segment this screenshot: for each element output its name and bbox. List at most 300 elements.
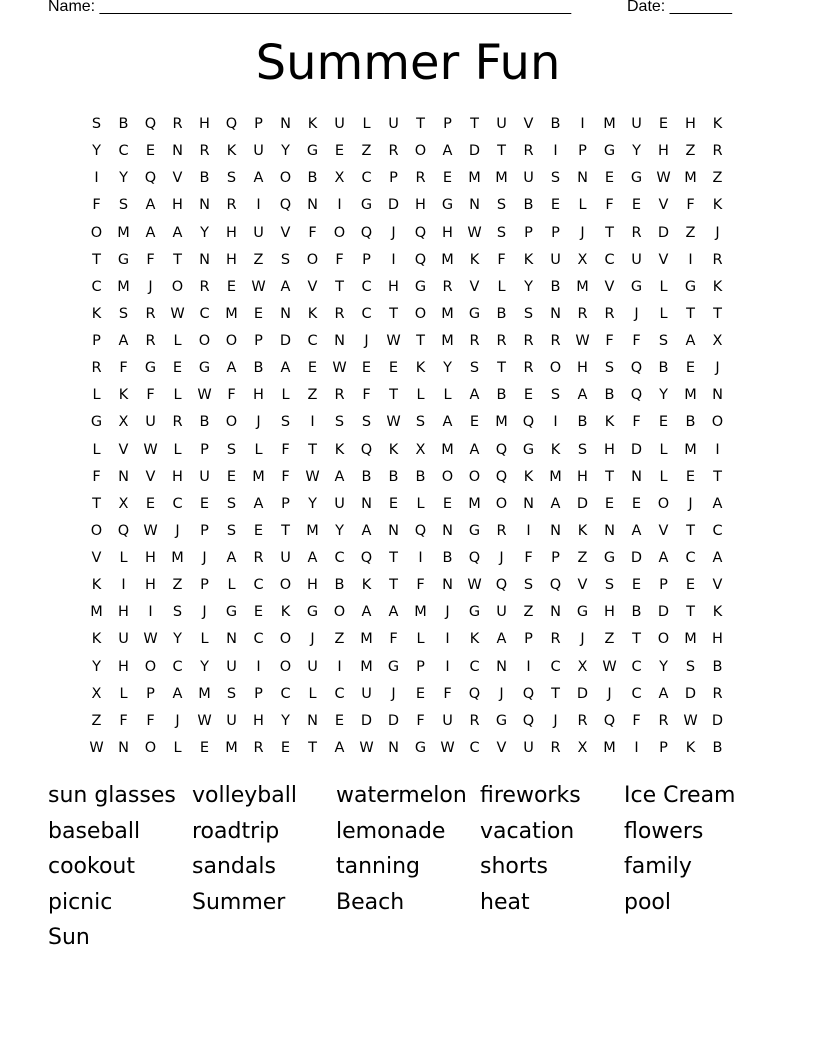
grid-letter: H bbox=[172, 197, 183, 214]
grid-letter: D bbox=[468, 143, 481, 160]
grid-letter: N bbox=[631, 468, 642, 485]
grid-letter: T bbox=[92, 495, 101, 512]
grid-letter: N bbox=[388, 739, 399, 756]
grid-letter: T bbox=[389, 550, 398, 566]
grid-letter: N bbox=[604, 522, 615, 539]
grid-letter: A bbox=[577, 387, 588, 404]
grid-letter: E bbox=[550, 197, 561, 214]
grid-letter: V bbox=[91, 550, 102, 566]
grid-letter: Y bbox=[524, 278, 533, 295]
grid-letter: E bbox=[307, 360, 318, 377]
grid-letter: Z bbox=[685, 224, 696, 241]
word-list-item: Sun bbox=[48, 925, 90, 950]
grid-letter: F bbox=[524, 550, 533, 566]
grid-letter: P bbox=[200, 577, 209, 594]
grid-letter: Q bbox=[495, 468, 508, 485]
grid-letter: G bbox=[90, 414, 103, 431]
grid-letter: L bbox=[119, 550, 128, 566]
grid-letter: J bbox=[445, 604, 450, 621]
grid-letter: G bbox=[495, 712, 508, 729]
grid-letter: A bbox=[388, 604, 399, 621]
grid-letter: C bbox=[199, 305, 210, 322]
grid-letter: F bbox=[308, 224, 317, 241]
grid-letter: A bbox=[226, 360, 237, 377]
grid-letter: Q bbox=[549, 577, 562, 594]
grid-letter: U bbox=[496, 116, 507, 132]
grid-letter: G bbox=[441, 197, 454, 214]
grid-letter: K bbox=[604, 414, 615, 431]
grid-letter: T bbox=[497, 143, 506, 160]
grid-letter: E bbox=[523, 387, 534, 404]
grid-letter: D bbox=[657, 224, 670, 241]
grid-letter: O bbox=[333, 224, 346, 241]
grid-letter: E bbox=[388, 360, 399, 377]
grid-letter: Q bbox=[468, 550, 481, 566]
grid-letter: Y bbox=[632, 143, 641, 160]
grid-letter: U bbox=[523, 739, 534, 756]
grid-letter: S bbox=[550, 387, 561, 404]
grid-letter: I bbox=[553, 143, 558, 160]
grid-letter: H bbox=[685, 116, 696, 132]
grid-letter: R bbox=[658, 712, 669, 729]
grid-letter: M bbox=[117, 224, 130, 241]
grid-letter: P bbox=[254, 685, 263, 702]
grid-letter: O bbox=[549, 360, 562, 377]
word-list-item: flowers bbox=[624, 818, 704, 844]
grid-letter: H bbox=[442, 224, 453, 241]
grid-letter: S bbox=[604, 577, 615, 594]
grid-letter: H bbox=[145, 550, 156, 566]
grid-letter: N bbox=[172, 143, 183, 160]
date-field: Date: _______ bbox=[627, 0, 732, 15]
grid-letter: T bbox=[281, 522, 290, 539]
grid-letter: W bbox=[440, 739, 455, 756]
grid-letter: L bbox=[416, 387, 425, 404]
grid-letter: Q bbox=[144, 116, 157, 132]
grid-letter: F bbox=[146, 387, 155, 404]
grid-letter: P bbox=[281, 495, 290, 512]
grid-letter: A bbox=[712, 550, 723, 566]
grid-letter: H bbox=[307, 577, 318, 594]
grid-letter: A bbox=[118, 333, 129, 349]
grid-letter: V bbox=[658, 251, 669, 268]
grid-letter: T bbox=[173, 251, 182, 268]
grid-letter: F bbox=[335, 251, 344, 268]
grid-letter: M bbox=[684, 441, 697, 458]
grid-letter: U bbox=[226, 658, 237, 675]
grid-letter: L bbox=[92, 387, 101, 404]
grid-letter: K bbox=[280, 604, 291, 621]
grid-letter: U bbox=[145, 414, 156, 431]
grid-letter: B bbox=[685, 414, 696, 431]
grid-letter: J bbox=[715, 224, 720, 241]
grid-letter: Z bbox=[91, 712, 102, 729]
grid-letter: E bbox=[361, 360, 372, 377]
grid-letter: C bbox=[91, 278, 102, 295]
grid-letter: J bbox=[553, 712, 558, 729]
grid-letter: C bbox=[253, 577, 264, 594]
grid-letter: F bbox=[632, 414, 641, 431]
grid-letter: E bbox=[199, 495, 210, 512]
grid-letter: E bbox=[658, 414, 669, 431]
grid-letter: H bbox=[226, 251, 237, 268]
grid-letter: G bbox=[387, 658, 400, 675]
grid-letter: I bbox=[121, 577, 126, 594]
grid-letter: H bbox=[604, 604, 615, 621]
grid-letter: X bbox=[118, 414, 129, 431]
grid-letter: K bbox=[91, 577, 102, 594]
grid-letter: N bbox=[550, 305, 561, 322]
grid-letter: Q bbox=[495, 577, 508, 594]
grid-letter: Q bbox=[360, 550, 373, 566]
grid-letter: R bbox=[577, 305, 588, 322]
grid-letter: E bbox=[685, 577, 696, 594]
grid-letter: G bbox=[603, 143, 616, 160]
grid-letter: J bbox=[364, 333, 369, 349]
grid-letter: E bbox=[631, 577, 642, 594]
grid-letter: H bbox=[118, 658, 129, 675]
grid-letter: W bbox=[197, 712, 212, 729]
grid-letter: W bbox=[143, 631, 158, 648]
grid-letter: R bbox=[496, 333, 507, 349]
word-list-item: picnic bbox=[48, 889, 113, 915]
word-list-item: pool bbox=[624, 889, 671, 915]
grid-letter: O bbox=[225, 333, 238, 349]
grid-letter: O bbox=[414, 305, 427, 322]
grid-letter: A bbox=[361, 522, 372, 539]
grid-letter: A bbox=[685, 333, 696, 349]
grid-letter: S bbox=[280, 251, 291, 268]
grid-letter: L bbox=[200, 631, 209, 648]
grid-letter: G bbox=[468, 305, 481, 322]
grid-letter: Z bbox=[523, 604, 534, 621]
grid-letter: C bbox=[361, 170, 372, 187]
grid-letter: G bbox=[306, 143, 319, 160]
grid-letter: P bbox=[659, 577, 668, 594]
grid-letter: U bbox=[253, 143, 264, 160]
grid-letter: D bbox=[630, 550, 643, 566]
grid-letter: V bbox=[604, 278, 615, 295]
grid-letter: U bbox=[280, 550, 291, 566]
grid-letter: V bbox=[577, 577, 588, 594]
grid-letter: T bbox=[416, 116, 425, 132]
grid-letter: T bbox=[497, 360, 506, 377]
grid-letter: R bbox=[172, 116, 183, 132]
grid-letter: A bbox=[253, 170, 264, 187]
grid-letter: O bbox=[657, 495, 670, 512]
grid-letter: R bbox=[334, 305, 345, 322]
grid-letter: M bbox=[414, 604, 427, 621]
grid-letter: M bbox=[360, 631, 373, 648]
grid-letter: E bbox=[631, 197, 642, 214]
grid-letter: S bbox=[334, 414, 345, 431]
grid-letter: A bbox=[712, 495, 723, 512]
grid-letter: H bbox=[577, 468, 588, 485]
grid-letter: J bbox=[634, 305, 639, 322]
grid-letter: Q bbox=[603, 712, 616, 729]
grid-letter: C bbox=[361, 278, 372, 295]
grid-letter: K bbox=[118, 387, 129, 404]
grid-letter: K bbox=[712, 278, 723, 295]
grid-letter: A bbox=[280, 360, 291, 377]
grid-letter: F bbox=[281, 441, 290, 458]
grid-letter: Z bbox=[604, 631, 615, 648]
grid-letter: M bbox=[441, 251, 454, 268]
grid-letter: M bbox=[549, 468, 562, 485]
grid-letter: L bbox=[92, 441, 101, 458]
grid-letter: D bbox=[684, 685, 697, 702]
grid-letter: S bbox=[172, 604, 183, 621]
grid-letter: O bbox=[90, 224, 103, 241]
grid-letter: J bbox=[202, 550, 207, 566]
grid-letter: C bbox=[361, 305, 372, 322]
grid-letter: Q bbox=[117, 522, 130, 539]
grid-letter: G bbox=[117, 251, 130, 268]
grid-letter: R bbox=[199, 143, 210, 160]
grid-letter: G bbox=[225, 604, 238, 621]
grid-letter: R bbox=[523, 360, 534, 377]
grid-letter: F bbox=[119, 712, 128, 729]
grid-letter: U bbox=[631, 116, 642, 132]
grid-letter: H bbox=[712, 631, 723, 648]
grid-letter: A bbox=[442, 414, 453, 431]
grid-letter: T bbox=[308, 739, 317, 756]
grid-letter: V bbox=[145, 468, 156, 485]
grid-letter: X bbox=[118, 495, 129, 512]
grid-letter: J bbox=[580, 224, 585, 241]
grid-letter: O bbox=[711, 414, 724, 431]
grid-letter: L bbox=[659, 468, 668, 485]
grid-letter: U bbox=[496, 604, 507, 621]
grid-letter: C bbox=[550, 658, 561, 675]
grid-letter: L bbox=[173, 387, 182, 404]
grid-letter: Q bbox=[522, 712, 535, 729]
grid-letter: H bbox=[199, 116, 210, 132]
grid-letter: J bbox=[202, 604, 207, 621]
grid-letter: I bbox=[337, 197, 342, 214]
grid-letter: C bbox=[604, 251, 615, 268]
grid-letter: R bbox=[172, 414, 183, 431]
grid-letter: G bbox=[576, 604, 589, 621]
grid-letter: U bbox=[388, 116, 399, 132]
grid-letter: F bbox=[146, 251, 155, 268]
grid-letter: R bbox=[388, 143, 399, 160]
grid-letter: H bbox=[253, 712, 264, 729]
grid-letter: Z bbox=[685, 143, 696, 160]
grid-letter: R bbox=[550, 631, 561, 648]
grid-letter: A bbox=[469, 441, 480, 458]
grid-letter: Q bbox=[144, 170, 157, 187]
grid-letter: L bbox=[173, 441, 182, 458]
name-field: Name: _____________________________________________________ bbox=[48, 0, 572, 15]
grid-letter: J bbox=[256, 414, 261, 431]
grid-letter: G bbox=[198, 360, 211, 377]
grid-letter: I bbox=[715, 441, 720, 458]
grid-letter: I bbox=[526, 522, 531, 539]
grid-letter: P bbox=[146, 685, 155, 702]
grid-letter: I bbox=[148, 604, 153, 621]
grid-letter: L bbox=[443, 387, 452, 404]
grid-letter: B bbox=[199, 414, 210, 431]
grid-letter: M bbox=[117, 278, 130, 295]
word-list-item: baseball bbox=[48, 818, 141, 844]
grid-letter: N bbox=[118, 468, 129, 485]
grid-letter: I bbox=[94, 170, 99, 187]
grid-letter: T bbox=[686, 604, 695, 621]
grid-letter: E bbox=[253, 604, 264, 621]
grid-letter: E bbox=[172, 360, 183, 377]
grid-letter: N bbox=[550, 604, 561, 621]
grid-letter: B bbox=[550, 116, 561, 132]
grid-letter: L bbox=[308, 685, 317, 702]
grid-letter: K bbox=[712, 116, 723, 132]
grid-letter: E bbox=[604, 495, 615, 512]
grid-letter: N bbox=[307, 712, 318, 729]
grid-letter: F bbox=[416, 577, 425, 594]
grid-letter: C bbox=[685, 550, 696, 566]
grid-letter: I bbox=[337, 658, 342, 675]
grid-letter: A bbox=[361, 604, 372, 621]
grid-letter: K bbox=[361, 577, 372, 594]
grid-letter: W bbox=[386, 414, 401, 431]
grid-letter: E bbox=[388, 495, 399, 512]
grid-letter: K bbox=[523, 468, 534, 485]
grid-letter: S bbox=[91, 116, 102, 132]
grid-letter: L bbox=[254, 441, 263, 458]
grid-letter: F bbox=[281, 468, 290, 485]
grid-letter: J bbox=[715, 360, 720, 377]
grid-letter: R bbox=[550, 333, 561, 349]
grid-letter: K bbox=[550, 441, 561, 458]
grid-letter: I bbox=[418, 550, 423, 566]
grid-letter: U bbox=[361, 685, 372, 702]
grid-letter: M bbox=[360, 658, 373, 675]
grid-letter: W bbox=[143, 522, 158, 539]
grid-letter: M bbox=[603, 739, 616, 756]
grid-letter: Y bbox=[92, 658, 101, 675]
grid-letter: K bbox=[523, 251, 534, 268]
grid-letter: O bbox=[279, 631, 292, 648]
word-list-item: vacation bbox=[480, 818, 575, 844]
grid-letter: F bbox=[605, 333, 614, 349]
grid-letter: O bbox=[279, 658, 292, 675]
grid-letter: K bbox=[91, 631, 102, 648]
grid-letter: Q bbox=[414, 224, 427, 241]
grid-letter: P bbox=[254, 333, 263, 349]
grid-letter: P bbox=[524, 224, 533, 241]
grid-letter: O bbox=[495, 495, 508, 512]
word-list-item: shorts bbox=[480, 854, 548, 879]
grid-letter: Q bbox=[360, 224, 373, 241]
grid-letter: S bbox=[523, 305, 534, 322]
grid-letter: J bbox=[175, 712, 180, 729]
grid-letter: R bbox=[145, 305, 156, 322]
grid-letter: K bbox=[415, 360, 426, 377]
grid-letter: G bbox=[684, 278, 697, 295]
grid-letter: F bbox=[632, 333, 641, 349]
grid-letter: T bbox=[335, 278, 344, 295]
grid-letter: U bbox=[550, 251, 561, 268]
grid-letter: M bbox=[198, 685, 211, 702]
grid-letter: E bbox=[604, 170, 615, 187]
grid-letter: K bbox=[577, 522, 588, 539]
grid-letter: F bbox=[416, 712, 425, 729]
grid-letter: B bbox=[361, 468, 372, 485]
grid-letter: S bbox=[577, 441, 588, 458]
grid-letter: T bbox=[389, 305, 398, 322]
grid-letter: B bbox=[658, 360, 669, 377]
grid-letter: L bbox=[119, 685, 128, 702]
grid-letter: K bbox=[307, 305, 318, 322]
grid-letter: G bbox=[603, 550, 616, 566]
grid-letter: E bbox=[145, 143, 156, 160]
grid-letter: Q bbox=[279, 197, 292, 214]
grid-letter: N bbox=[496, 658, 507, 675]
grid-letter: M bbox=[441, 333, 454, 349]
grid-letter: C bbox=[469, 739, 480, 756]
grid-letter: U bbox=[199, 468, 210, 485]
grid-letter: R bbox=[334, 387, 345, 404]
grid-letter: R bbox=[199, 278, 210, 295]
grid-letter: I bbox=[688, 251, 693, 268]
grid-letter: Q bbox=[360, 441, 373, 458]
grid-letter: W bbox=[386, 333, 401, 349]
grid-letter: U bbox=[253, 224, 264, 241]
grid-letter: S bbox=[604, 360, 615, 377]
grid-letter: H bbox=[172, 468, 183, 485]
grid-letter: Y bbox=[200, 224, 209, 241]
grid-letter: K bbox=[685, 739, 696, 756]
grid-letter: A bbox=[280, 278, 291, 295]
grid-letter: P bbox=[551, 224, 560, 241]
grid-letter: F bbox=[92, 197, 101, 214]
grid-letter: R bbox=[469, 712, 480, 729]
grid-letter: Y bbox=[281, 143, 290, 160]
grid-letter: Z bbox=[172, 577, 183, 594]
grid-letter: Y bbox=[335, 522, 344, 539]
grid-letter: N bbox=[199, 197, 210, 214]
grid-letter: Q bbox=[522, 685, 535, 702]
grid-letter: X bbox=[712, 333, 723, 349]
grid-letter: Y bbox=[659, 387, 668, 404]
grid-letter: J bbox=[580, 631, 585, 648]
grid-letter: R bbox=[550, 739, 561, 756]
grid-letter: K bbox=[307, 116, 318, 132]
grid-letter: U bbox=[118, 631, 129, 648]
grid-letter: M bbox=[468, 495, 481, 512]
grid-letter: Y bbox=[308, 495, 317, 512]
grid-letter: A bbox=[631, 522, 642, 539]
word-list-item: tanning bbox=[336, 854, 421, 879]
grid-letter: M bbox=[576, 278, 589, 295]
grid-letter: B bbox=[442, 550, 453, 566]
grid-letter: B bbox=[496, 387, 507, 404]
grid-letter: S bbox=[280, 414, 291, 431]
grid-letter: X bbox=[334, 170, 345, 187]
grid-letter: V bbox=[523, 116, 534, 132]
grid-letter: N bbox=[199, 251, 210, 268]
grid-letter: L bbox=[227, 577, 236, 594]
grid-letter: E bbox=[280, 739, 291, 756]
grid-letter: A bbox=[658, 550, 669, 566]
grid-letter: M bbox=[90, 604, 103, 621]
grid-letter: E bbox=[469, 414, 480, 431]
grid-letter: E bbox=[226, 468, 237, 485]
grid-letter: Q bbox=[225, 116, 238, 132]
grid-letter: Y bbox=[281, 712, 290, 729]
grid-letter: D bbox=[387, 197, 400, 214]
grid-letter: G bbox=[630, 278, 643, 295]
